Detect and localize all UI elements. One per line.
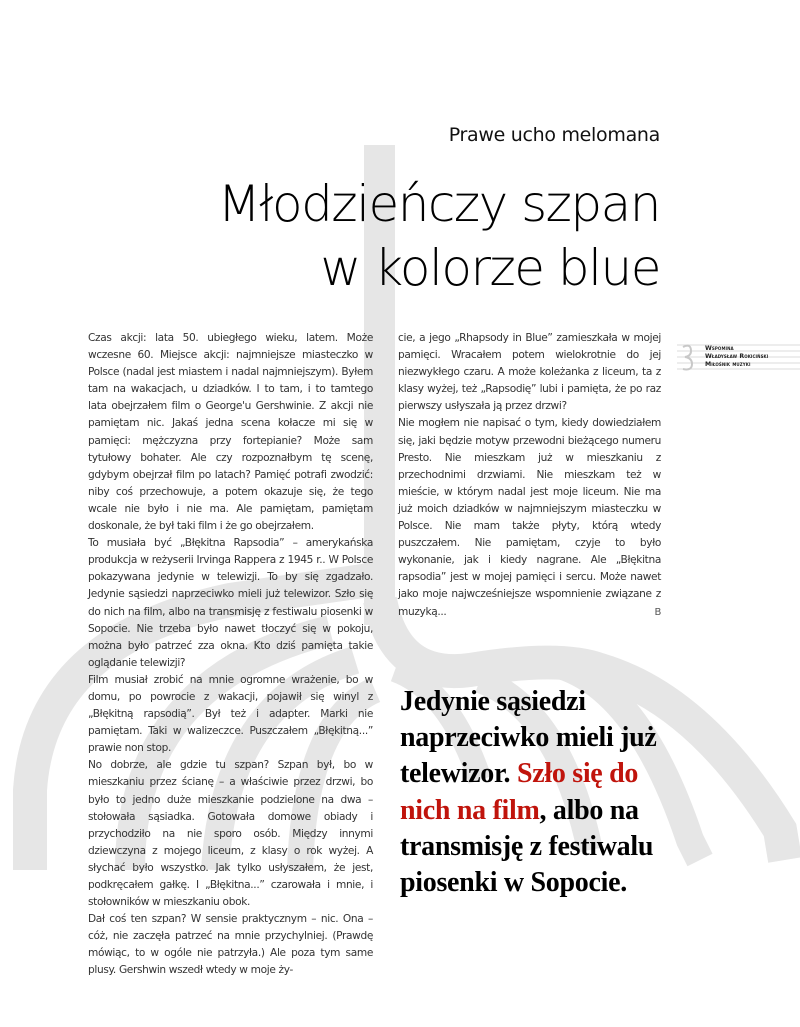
article-column-1 — [88, 330, 373, 980]
byline-role: Miłośnik muzyki — [705, 361, 751, 369]
title-line-1: Młodzieńczy szpan — [217, 175, 660, 233]
pull-quote-text: Jedynie sąsiedzi naprzeciwko mieli już telewizor. — [400, 686, 657, 790]
end-mark: B — [654, 606, 661, 618]
section-kicker: Prawe ucho melomana — [448, 124, 660, 146]
article-title — [218, 172, 660, 300]
paragraph: cie, a jego „Rhapsody in Blue” zamieszkała w mojej pamięci. Wracałem potem wielokrotnie do jej niezwykłego czaru. A może koleżanka z liceum, ta z klasy wyżej, też „Rapsodię” lubi i pamięta, że po raz pierwszy usłyszała ją przez drzwi? — [398, 332, 661, 413]
title-line-2: w kolorze blue — [320, 239, 660, 297]
pull-quote-text-end: , albo na transmisję z festiwalu piosenki w Sopocie. — [400, 794, 654, 899]
byline-label: Wspomina — [705, 345, 734, 352]
pull-quote — [400, 684, 690, 901]
paragraph: To musiała być „Błękitna Rapsodia” – amerykańska produkcja w reżyserii Irvinga Rappera z 1945 r.. W Polsce pokazywana jedynie w telewizji. To by się zgadzało. Jedynie sąsiedzi naprzeciwko mieli już telewizor. Szło się do nich na film, albo na transmisję z festiwalu piosenki w Sopocie. Nie trzeba było nawet tłoczyć się w pokoju, można było patrzeć zza okna. Kto dziś pamięta takie oglądanie telewizji? — [88, 537, 373, 669]
paragraph: No dobrze, ale gdzie tu szpan? Szpan był, bo w mieszkaniu przez ścianę – a właściwie przez drzwi, bo było to jedno duże mieszkanie podzielone na dwa – stołowała sąsiadka. Gotowała domowe obiady i przychodziło na nie sporo osób. Między innymi dziewczyna z mojego liceum, z klasy o rok wyżej. A słychać było wszystko. Jak tylko usłyszałem, że jest, podkręcałem gałkę. I „Błękitna...” czarowała i mnie, i stołowników w mieszkaniu obok. — [88, 759, 373, 909]
paragraph — [398, 415, 661, 620]
paragraph: Film musiał zrobić na mnie ogromne wrażenie, bo w domu, po powrocie z wakacji, pojawił się winyl z „Błękitną rapsodią”. Był też i adapter. Marki nie pamiętam. Taki w walizeczce. Puszczałem „Błękitną...” prawie non stop. — [88, 673, 373, 755]
byline-author: Władysław Rokiciński — [705, 353, 769, 361]
paragraph: Czas akcji: lata 50. ubiegłego wieku, latem. Może wczesne 60. Miejsce akcji: najmniejsze miasteczko w Polsce (nadal jest miastem i nadal najmniejszym). Byłem tam na wakacjach, u dziadków. I to tam, i to tamtego lata obejrzałem film o George'u Gershwinie. Z akcji nie pamiętam nic. Jakaś jedna scena kołacze mi się w pamięci: mężczyzna przy fortepianie? Może sam tytułowy bohater. Ale czy rozpoznałbym tę scenę, gdybym obejrzał film po latach? Pamięć potrafi zwodzić: niby coś przechowuje, a potem okazuje się, że tego wcale nie było i nie ma. Ale pamiętam, pamiętam doskonale, że był taki film i że go obejrzałem. — [88, 332, 373, 533]
article-column-2 — [398, 330, 661, 621]
paragraph: Dał coś ten szpan? W sensie praktycznym – nic. Ona – cóż, nie zaczęła patrzeć na mnie przychylniej. (Prawdę mówiąc, to w ogóle nie patrzyła.) Ale poza tym same plusy. Gershwin wszedł wtedy w moje ży- — [88, 913, 373, 977]
pull-quote-highlight: Szło się do nich na film — [400, 758, 639, 826]
paragraph-text: Nie mogłem nie napisać o tym, kiedy dowiedziałem się, jaki będzie motyw przewodni bieżącego numeru Presto. Nie mieszkam już w mieszkaniu z przechodnimi drzwiami. Nie mieszkam też w mieście, w którym nadal jest moje liceum. Nie ma już moich dziadków w najmniejszym miasteczku w Polsce. Nie mam także płyty, którą wtedy puszczałem. Nie pamiętam, czyje to było wykonanie, jak i kiedy nagrane. Ale „Błękitna rapsodia” jest w mojej pamięci i sercu. Może nawet jako moje najwcześniejsze wspomnienie związane z muzyką... — [398, 417, 661, 618]
